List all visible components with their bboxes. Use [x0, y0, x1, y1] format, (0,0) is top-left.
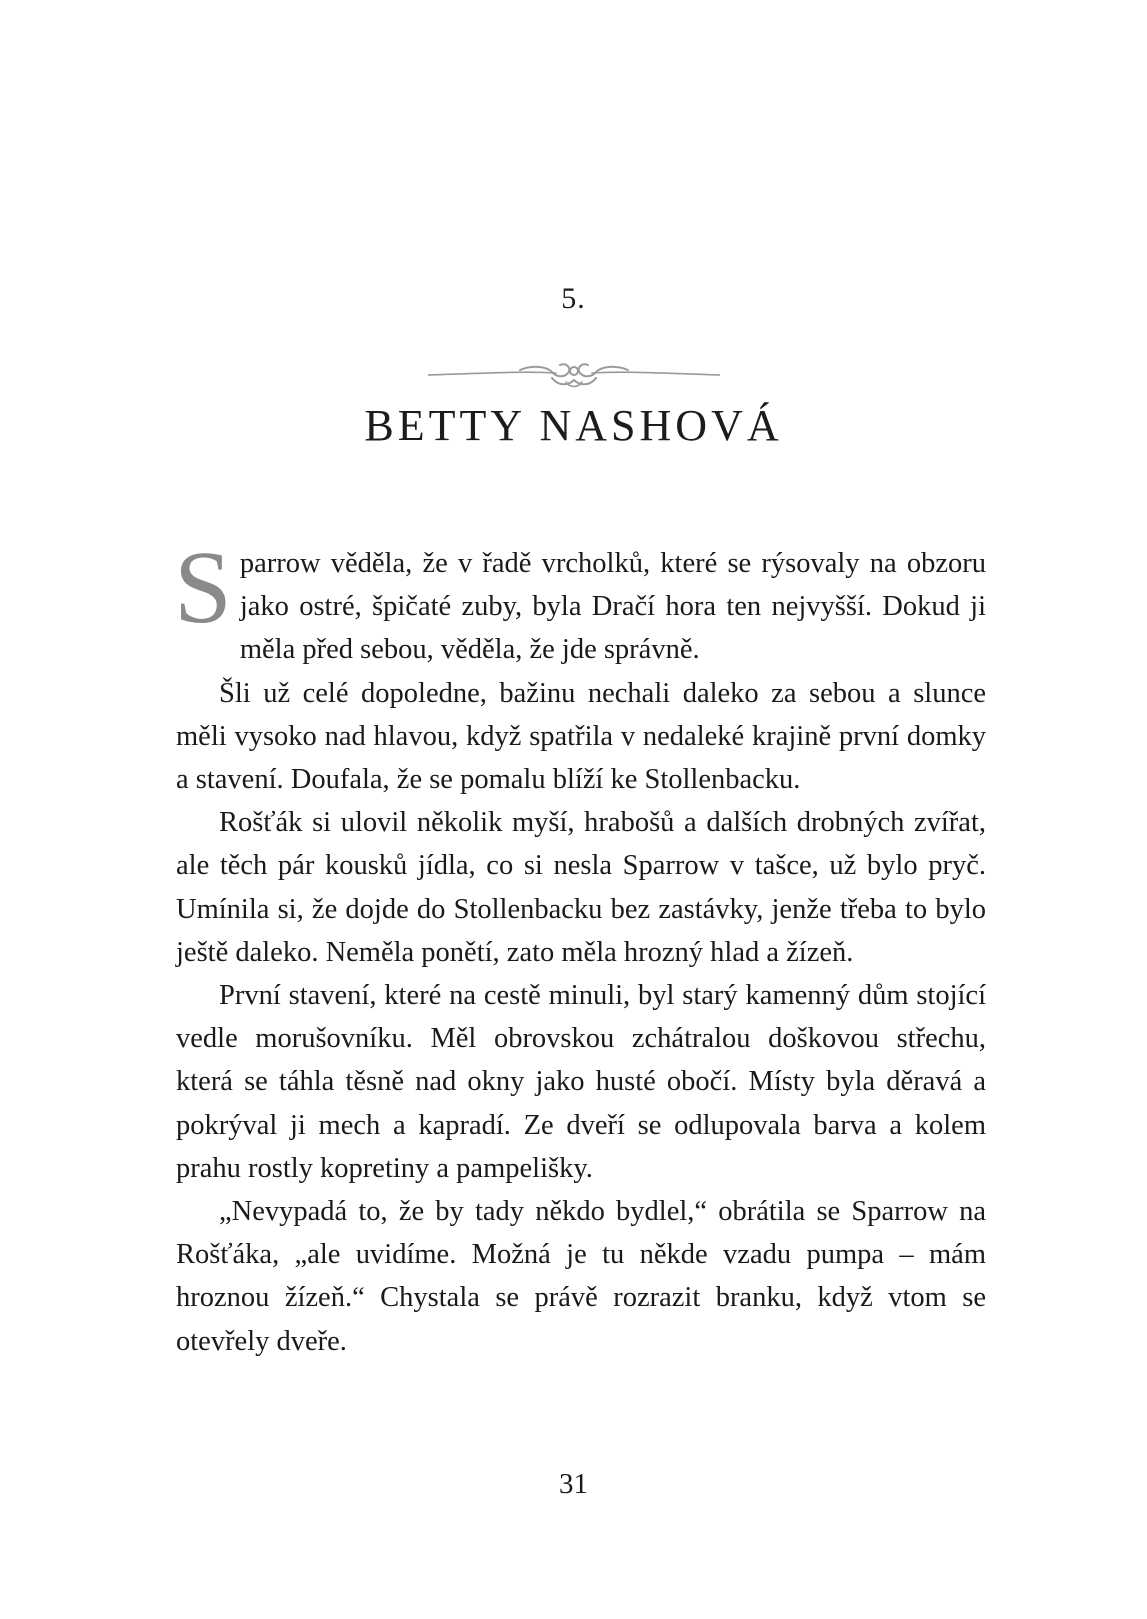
- body-text: [174, 530, 986, 1363]
- drop-cap: S: [174, 530, 232, 645]
- paragraph-1: [174, 530, 986, 672]
- paragraph-3: Rošťák si ulovil několik myší, hrabošů a dalších drobných zvířat, ale těch pár kousků jídla, co si nesla Sparrow v tašce, už bylo pryč. Umínila si, že dojde do Stollenbacku bez zastávky, jenže třeba to bylo ještě daleko. Neměla ponětí, zato měla hrozný hlad a žízeň.: [176, 807, 986, 968]
- paragraph-5: „Nevypadá to, že by tady někdo bydlel,“ obrátila se Sparrow na Rošťáka, „ale uvidíme. Možná je tu někde vzadu pumpa – mám hroznou žízeň.“ Chystala se právě rozrazit branku, když vtom se otevřely dveře.: [176, 1196, 986, 1357]
- page-number: 31: [559, 1468, 588, 1500]
- paragraph-2: Šli už celé dopoledne, bažinu nechali daleko za sebou a slunce měli vysoko nad hlavou, když spatřila v nedaleké krajině první domky a stavení. Doufala, že se pomalu blíží ke Stollenbacku.: [176, 677, 986, 796]
- chapter-title: BETTY NASHOVÁ: [364, 401, 783, 450]
- paragraph-4: První stavení, které na cestě minuli, byl starý kamenný dům stojící vedle morušovníku. Měl obrovskou zchátralou doškovou střechu, která se táhla těsně nad okny jako husté obočí. Místy byla děravá a pokrýval ji mech a kapradí. Ze dveří se odlupovala barva a kolem prahu rostly kopretiny a pampelišky.: [176, 980, 986, 1184]
- paragraph-1-text: parrow věděla, že v řadě vrcholků, které se rýsovaly na obzoru jako ostré, špičaté zuby, byla Dračí hora ten nejvyšší. Dokud ji měla před sebou, věděla, že jde správně.: [239, 548, 986, 666]
- flourish-divider-icon: [428, 356, 720, 392]
- chapter-number: 5.: [561, 282, 586, 315]
